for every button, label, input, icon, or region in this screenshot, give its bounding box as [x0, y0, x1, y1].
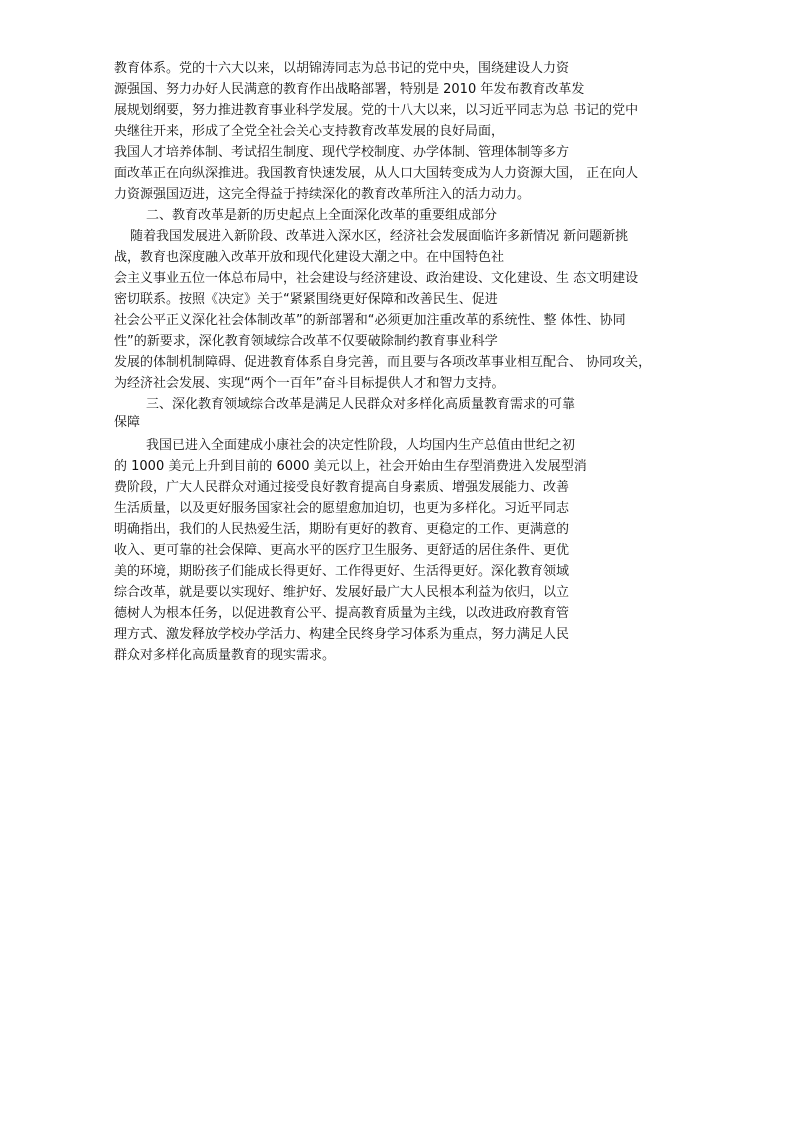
text-line: 密切联系。按照《决定》关于“紧紧围绕更好保障和改善民生、促进	[114, 292, 498, 307]
text-line: 费阶段，广大人民群众对通过接受良好教育提高自身素质、增强发展能力、改善	[114, 480, 570, 495]
text-line: 生活质量，以及更好服务国家社会的愿望愈加迫切，也更为多样化。习近平同志	[114, 501, 570, 516]
text-line: 明确指出，我们的人民热爱生活，期盼有更好的教育、更稳定的工作、更满意的	[114, 522, 570, 537]
text-line: 展规划纲要，努力推进教育事业科学发展。党的十八大以来，以习近平同志为总 书记的党中	[114, 103, 639, 118]
text-line: 德树人为根本任务，以促进教育公平、提高教育质量为主线，以改进政府教育管	[114, 606, 570, 621]
text-line: 综合改革，就是要以实现好、维护好、发展好最广大人民根本利益为依归，以立	[114, 585, 570, 600]
text-line: 教育体系。党的十六大以来，以胡锦涛同志为总书记的党中央，围绕建设人力资	[114, 61, 570, 76]
text-line: 群众对多样化高质量教育的现实需求。	[114, 648, 336, 663]
text-line: 我国人才培养体制、考试招生制度、现代学校制度、办学体制、管理体制等多方	[114, 145, 570, 160]
section-heading: 三、深化教育领域综合改革是满足人民群众对多样化高质量教育需求的可靠	[146, 397, 576, 412]
text-line: 力资源强国迈进，这完全得益于持续深化的教育改革所注入的活力动力。	[114, 187, 531, 202]
text-line: 社会公平正义深化社会体制改革”的新部署和“必须更加注重改革的系统性、整 体性、协同	[114, 313, 626, 328]
text-line: 发展的体制机制障碍、促进教育体系自身完善，而且要与各项改革事业相互配合、 协同攻关，	[114, 355, 652, 370]
paragraph-first-line: 随着我国发展进入新阶段、改革进入深水区，经济社会发展面临许多新情况 新问题新挑	[130, 229, 629, 244]
text-line: 美的环境，期盼孩子们能成长得更好、工作得更好、生活得更好。深化教育领域	[114, 564, 570, 579]
text-line: 源强国、努力办好人民满意的教育作出战略部署，特别是 2010 年发布教育改革发	[114, 82, 585, 97]
section-heading-continuation: 保障	[114, 415, 141, 430]
text-line: 为经济社会发展、实现“两个一百年”奋斗目标提供人才和智力支持。	[114, 376, 505, 391]
text-line: 性”的新要求，深化教育领域综合改革不仅要破除制约教育事业科学	[114, 334, 498, 349]
section-heading: 二、教育改革是新的历史起点上全面深化改革的重要组成部分	[146, 208, 498, 223]
text-line: 央继往开来，形成了全党全社会关心支持教育改革发展的良好局面，	[114, 124, 505, 139]
text-line: 收入、更可靠的社会保障、更高水平的医疗卫生服务、更舒适的居住条件、更优	[114, 543, 570, 558]
paragraph-first-line: 我国已进入全面建成小康社会的决定性阶段，人均国内生产总值由世纪之初	[146, 438, 576, 453]
text-line: 的 1000 美元上升到目前的 6000 美元以上，社会开始由生存型消费进入发展型消	[114, 459, 587, 474]
text-line: 战，教育也深度融入改革开放和现代化建设大潮之中。在中国特色社	[114, 250, 505, 265]
text-line: 理方式、激发释放学校办学活力、构建全民终身学习体系为重点，努力满足人民	[114, 627, 570, 642]
text-line: 会主义事业五位一体总布局中，社会建设与经济建设、政治建设、文化建设、生 态文明建设	[114, 271, 639, 286]
text-line: 面改革正在向纵深推进。我国教育快速发展，从人口大国转变成为人力资源大国， 正在向人	[114, 166, 639, 181]
